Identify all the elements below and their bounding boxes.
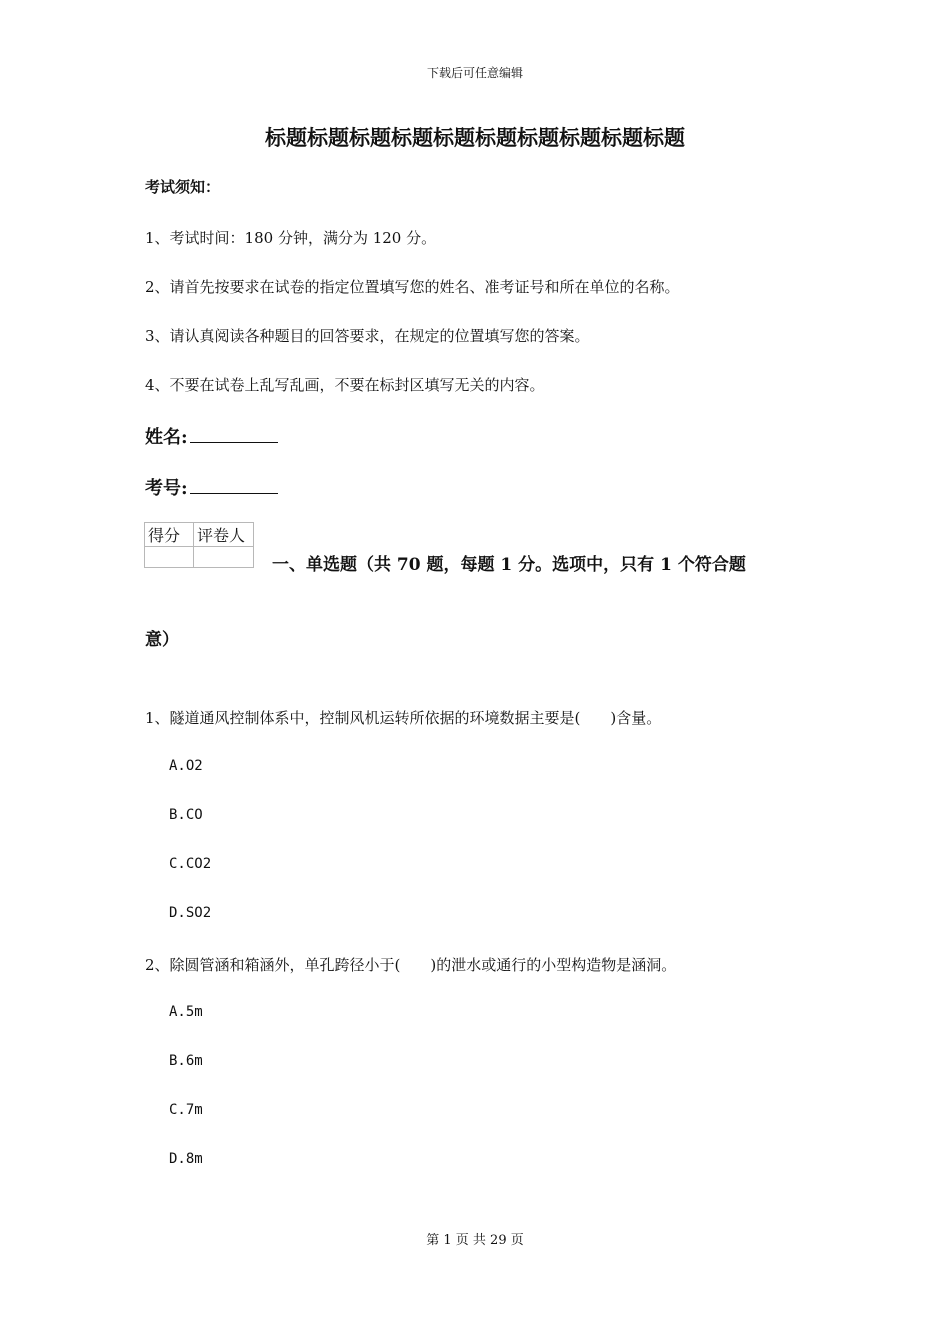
question-2-option-b[interactable]: B.6m — [169, 1053, 203, 1069]
header-note: 下载后可任意编辑 — [426, 66, 523, 80]
question-1-option-b[interactable]: B.CO — [169, 807, 203, 823]
notice-item: 4、不要在试卷上乱写乱画，不要在标封区填写无关的内容。 — [145, 376, 545, 394]
notice-item: 1、考试时间：180 分钟，满分为 120 分。 — [145, 229, 437, 247]
grader-cell[interactable] — [194, 547, 254, 568]
notice-item: 2、请首先按要求在试卷的指定位置填写您的姓名、准考证号和所在单位的名称。 — [145, 278, 680, 296]
question-2-option-c[interactable]: C.7m — [169, 1102, 203, 1118]
page-footer: 第 1 页 共 29 页 — [426, 1233, 524, 1248]
question-1-option-a[interactable]: A.O2 — [169, 758, 203, 774]
name-label: 姓名: — [145, 427, 188, 448]
question-2-option-d[interactable]: D.8m — [169, 1151, 203, 1167]
name-blank[interactable] — [190, 426, 278, 443]
exam-number-field[interactable] — [145, 474, 278, 500]
document-title: 标题标题标题标题标题标题标题标题标题标题 — [265, 125, 685, 150]
exam-number-blank[interactable] — [190, 477, 278, 494]
question-1: 1、隧道通风控制体系中，控制风机运转所依据的环境数据主要是( )含量。 — [145, 709, 662, 727]
score-header: 得分 — [145, 523, 194, 547]
section-title-continued: 意） — [145, 630, 179, 650]
notice-item: 3、请认真阅读各种题目的回答要求，在规定的位置填写您的答案。 — [145, 327, 590, 345]
section-title: 一、单选题（共 70 题，每题 1 分。选项中，只有 1 个符合题 — [272, 555, 746, 575]
question-1-option-d[interactable]: D.SO2 — [169, 905, 212, 921]
name-field[interactable] — [145, 423, 278, 449]
grader-header: 评卷人 — [194, 523, 254, 547]
question-2: 2、除圆管涵和箱涵外，单孔跨径小于( )的泄水或通行的小型构造物是涵洞。 — [145, 956, 677, 974]
question-2-option-a[interactable]: A.5m — [169, 1004, 203, 1020]
score-table — [144, 522, 254, 568]
exam-number-label: 考号: — [145, 478, 188, 499]
score-cell[interactable] — [145, 547, 194, 568]
question-1-option-c[interactable]: C.CO2 — [169, 856, 212, 872]
notice-heading: 考试须知： — [145, 178, 221, 196]
